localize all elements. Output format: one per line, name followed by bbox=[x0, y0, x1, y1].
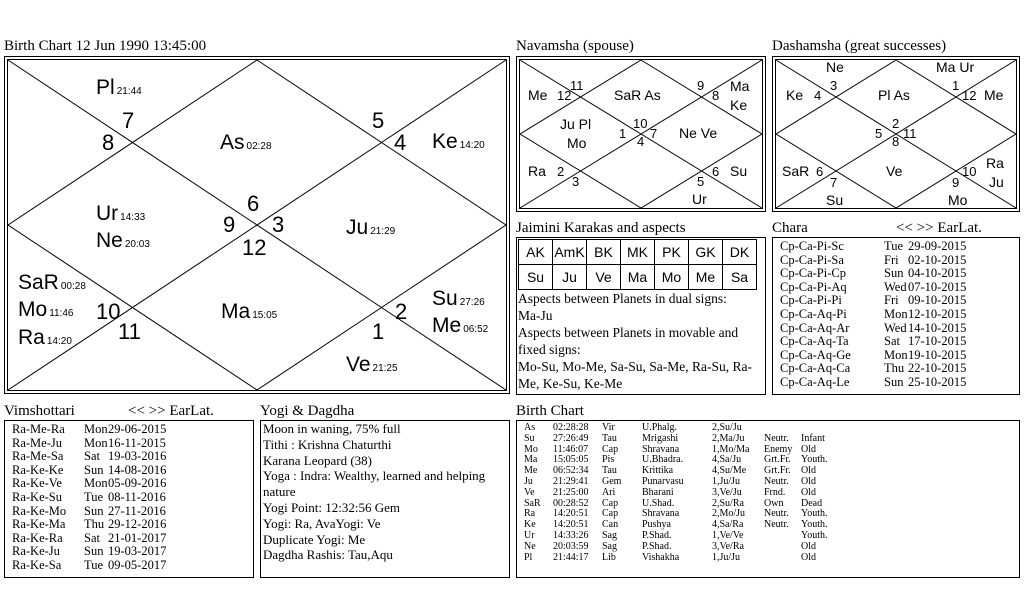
table-cell-sign: Cap bbox=[602, 497, 619, 509]
table-cell-state: Old bbox=[801, 551, 816, 563]
table-row bbox=[524, 531, 1016, 542]
table-cell-p: Ra bbox=[524, 508, 536, 520]
table-cell-state: Old bbox=[801, 465, 816, 477]
table-cell-p: Me bbox=[524, 465, 538, 477]
svg-text:Ke14:20: Ke 14:20 bbox=[432, 130, 485, 153]
yogi-point: Yogi Point: 12:32:56 Gem bbox=[263, 499, 401, 515]
table-cell-rel: Own bbox=[764, 497, 784, 509]
table-cell-pada: 4,Sa/Ju bbox=[712, 454, 742, 466]
list-item-p: Ra-Ke-Ma bbox=[12, 517, 66, 532]
dash-planets-bottom: Ve bbox=[886, 163, 903, 179]
nav-cell-bottom-num: 4 bbox=[637, 134, 645, 149]
nav-cell-right-num: 7 bbox=[650, 126, 658, 141]
dash-cell-top-right-num: 1 bbox=[952, 78, 960, 93]
list-item-date: 19-10-2015 bbox=[908, 347, 967, 362]
nav-cell-left-upper-num: 12 bbox=[557, 88, 572, 103]
table-cell-deg: 02:28:28 bbox=[553, 422, 589, 433]
dash-cell-right-lower-num: 10 bbox=[962, 164, 977, 179]
list-item-p: Cp-Ca-Pi-Sc bbox=[780, 239, 844, 253]
list-item-p: Ra-Ke-Mo bbox=[12, 503, 67, 518]
planet-ur: Ur bbox=[96, 202, 119, 225]
list-item-date: 02-10-2015 bbox=[908, 252, 967, 267]
dual-aspects-label: Aspects between Planets in dual signs: bbox=[518, 291, 727, 306]
table-cell-nak: P.Shad. bbox=[642, 540, 672, 552]
yoga: Yoga : Indra: Wealthy, learned and helping nature bbox=[263, 468, 486, 500]
movable-aspects-label: Aspects between Planets in movable and fixed signs: bbox=[518, 325, 739, 357]
dash-planets-top-right: Ma Ur bbox=[936, 59, 975, 75]
table-cell-pada: 2,Su/Ju bbox=[712, 422, 742, 433]
svg-text:Ma15:05: Ma 15:05 bbox=[221, 300, 278, 323]
table-cell-p: Mo bbox=[524, 443, 538, 455]
table-cell-deg: 00:28:52 bbox=[553, 497, 589, 509]
planet-ju: Ju bbox=[346, 216, 369, 239]
list-item-p: Cp-Ca-Aq-Ca bbox=[780, 361, 851, 376]
list-item-day: Tue bbox=[884, 239, 903, 253]
chara-nav-links[interactable]: << >> EarLat. bbox=[896, 220, 982, 236]
table-cell-state: Old bbox=[801, 443, 816, 455]
navamsha-chart bbox=[516, 56, 766, 212]
table-cell-pada: 2,Ma/Ju bbox=[712, 432, 745, 444]
birth-chart-title: Birth Chart 12 Jun 1990 13:45:00 bbox=[4, 38, 207, 54]
table-cell-rel: Enemy bbox=[764, 443, 793, 455]
karaka-pk: PK bbox=[655, 240, 689, 265]
table-cell-p: Ma bbox=[524, 454, 538, 466]
table-cell-pada: 3,Ve/Ra bbox=[712, 540, 744, 552]
list-item-date: 21-01-2017 bbox=[108, 530, 167, 545]
list-item-date: 14-08-2016 bbox=[108, 462, 167, 477]
nav-cell-top-right-num: 9 bbox=[697, 78, 705, 93]
table-cell-sign: Sag bbox=[602, 530, 617, 541]
svg-text:Su27:26: Su 27:26 bbox=[432, 287, 485, 310]
cell-bottom-right-num: 1 bbox=[372, 319, 385, 344]
nav-cell-bottom-right-num: 5 bbox=[697, 174, 705, 189]
planet-pl: Pl bbox=[96, 76, 115, 99]
table-cell-p: As bbox=[524, 422, 536, 433]
dash-planets-right-lower-1: Ra bbox=[986, 155, 1004, 171]
cell-bottom-num: 12 bbox=[242, 235, 267, 260]
nav-planets-top: SaR As bbox=[614, 87, 661, 103]
list-item-day: Mon bbox=[884, 307, 908, 321]
list-item-day: Sun bbox=[884, 375, 904, 389]
table-cell-state: Youth. bbox=[801, 519, 828, 531]
nav-planets-right-upper: Ke bbox=[730, 97, 748, 113]
table-cell-sign: Sag bbox=[602, 540, 617, 552]
movable-aspects-value: Mo-Su, Mo-Me, Sa-Su, Sa-Me, Ra-Su, Ra-Me, Ke-Su, Ke-Me bbox=[518, 359, 752, 391]
nav-cell-left-num: 1 bbox=[619, 126, 627, 141]
table-cell-sign: Gem bbox=[602, 476, 622, 487]
list-item-date: 04-10-2015 bbox=[908, 266, 967, 281]
karaka-mk: MK bbox=[621, 240, 655, 265]
list-item-day: Mon bbox=[84, 435, 108, 450]
table-cell-nak: U.Phalg. bbox=[642, 422, 677, 433]
list-item-date: 19-03-2016 bbox=[108, 449, 167, 464]
karaka-planet: Ma bbox=[621, 265, 655, 290]
list-item-day: Wed bbox=[884, 320, 907, 335]
cell-right-upper-num: 4 bbox=[394, 130, 407, 155]
list-item-p: Cp-Ca-Aq-Ta bbox=[780, 334, 849, 349]
table-cell-sign: Can bbox=[602, 519, 619, 531]
table-cell-deg: 06:52:34 bbox=[553, 465, 589, 477]
list-item-day: Fri bbox=[884, 293, 899, 308]
table-cell-p: Ur bbox=[524, 530, 535, 541]
dash-planets-top: Pl As bbox=[878, 87, 910, 103]
table-cell-state: Youth. bbox=[801, 530, 828, 541]
list-item-p: Cp-Ca-Aq-Pi bbox=[780, 307, 847, 321]
svg-text:SaR00:28: SaR 00:28 bbox=[18, 271, 86, 294]
svg-text:Pl21:44: Pl 21:44 bbox=[96, 76, 142, 99]
list-item-p: Ra-Ke-Ke bbox=[12, 462, 64, 477]
karaka-planet: Ju bbox=[553, 265, 587, 290]
karaka-dk: DK bbox=[723, 240, 757, 265]
list-item-day: Thu bbox=[84, 517, 105, 532]
karaka-planet: Su bbox=[519, 265, 553, 290]
cell-top-num: 6 bbox=[247, 191, 260, 216]
list-item-date: 29-12-2016 bbox=[108, 517, 167, 532]
table-cell-pada: 1,Ju/Ju bbox=[712, 551, 741, 563]
karaka-amk: AmK bbox=[553, 240, 587, 265]
list-item-date: 29-09-2015 bbox=[908, 239, 967, 253]
list-item-date: 29-06-2015 bbox=[108, 422, 167, 436]
nav-planets-top-right: Ma bbox=[730, 78, 750, 94]
cell-left-upper-num: 8 bbox=[102, 130, 115, 155]
table-cell-deg: 21:29:41 bbox=[553, 476, 589, 487]
table-cell-sign: Vir bbox=[602, 422, 615, 433]
list-item-date: 07-10-2015 bbox=[908, 279, 967, 294]
planet-ma: Ma bbox=[221, 300, 251, 323]
table-cell-nak: P.Shad. bbox=[642, 530, 672, 541]
list-item-p: Cp-Ca-Aq-Ge bbox=[780, 347, 851, 362]
cell-left-lower-num: 10 bbox=[96, 299, 121, 324]
list-item-date: 16-11-2015 bbox=[108, 435, 166, 450]
svg-text:As02:28: As 02:28 bbox=[220, 131, 272, 154]
list-item-p: Ra-Ke-Ve bbox=[12, 476, 62, 491]
karaka-planet: Ve bbox=[587, 265, 621, 290]
list-item-p: Ra-Ke-Ju bbox=[12, 544, 60, 559]
jaimini-title: Jaimini Karakas and aspects bbox=[516, 220, 686, 236]
table-cell-pada: 3,Ve/Ju bbox=[712, 486, 742, 498]
table-cell-rel: Neutr. bbox=[764, 519, 789, 531]
list-item-date: 14-10-2015 bbox=[908, 320, 967, 335]
planet-mo: Mo bbox=[18, 298, 48, 321]
table-cell-rel: Grt.Fr. bbox=[764, 465, 791, 477]
list-item-day: Sat bbox=[84, 530, 100, 545]
nav-planets-left-1: Ju Pl bbox=[560, 116, 592, 132]
table-cell-sign: Cap bbox=[602, 443, 619, 455]
table-cell-sign: Pis bbox=[602, 454, 615, 466]
list-item-p: Ra-Ke-Sa bbox=[12, 558, 62, 572]
list-item-day: Wed bbox=[884, 279, 907, 294]
nav-cell-top-left-num: 11 bbox=[570, 78, 584, 93]
karaka-planet: Me bbox=[689, 265, 723, 290]
list-item-p: Cp-Ca-Pi-Cp bbox=[780, 266, 846, 281]
list-item-date: 08-11-2016 bbox=[108, 490, 166, 504]
dash-planets-left-upper: Ke bbox=[786, 87, 804, 103]
table-cell-pada: 1,Mo/Ma bbox=[712, 443, 750, 455]
list-item-day: Sun bbox=[84, 544, 104, 559]
planet-ne: Ne bbox=[96, 229, 123, 252]
table-cell-state: Old bbox=[801, 486, 816, 498]
list-item-day: Fri bbox=[884, 252, 899, 267]
table-cell-state: Infant bbox=[801, 432, 825, 444]
dash-cell-left-upper-num: 4 bbox=[814, 88, 822, 103]
table-cell-deg: 20:03:59 bbox=[553, 540, 589, 552]
dash-cell-left-lower-num: 6 bbox=[816, 164, 824, 179]
table-cell-deg: 14:20:51 bbox=[553, 508, 589, 520]
list-item-date: 12-10-2015 bbox=[908, 307, 967, 321]
planet-ke: Ke bbox=[432, 130, 458, 153]
planet-as: As bbox=[220, 131, 245, 154]
nav-planets-left-2: Mo bbox=[567, 135, 587, 151]
table-cell-state: Youth. bbox=[801, 508, 828, 520]
table-row bbox=[524, 542, 1016, 553]
table-row bbox=[524, 553, 1016, 564]
list-item-p: Ra-Ke-Su bbox=[12, 490, 62, 504]
dash-planets-bottom-right: Mo bbox=[948, 192, 968, 208]
table-cell-rel: Neutr. bbox=[764, 508, 789, 520]
duplicate-yogi: Duplicate Yogi: Me bbox=[263, 531, 366, 547]
svg-text:Ju21:29: Ju 21:29 bbox=[346, 216, 396, 239]
dash-planets-bottom-left: Su bbox=[826, 192, 844, 208]
dash-cell-bottom-num: 8 bbox=[892, 134, 900, 149]
table-cell-nak: U.Shad. bbox=[642, 497, 675, 509]
birth-table-title: Birth Chart bbox=[516, 403, 584, 419]
cell-bottom-left-num: 11 bbox=[118, 319, 141, 344]
dual-aspects-value: Ma-Ju bbox=[518, 308, 553, 323]
list-item-p: Ra-Ke-Ra bbox=[12, 530, 63, 545]
list-item-day: Sat bbox=[884, 334, 900, 349]
list-item-p: Ra-Me-Ra bbox=[12, 422, 65, 436]
tithi: Tithi : Krishna Chaturthi bbox=[263, 436, 392, 452]
list-item-date: 25-10-2015 bbox=[908, 375, 967, 389]
table-cell-nak: U.Bhadra. bbox=[642, 454, 684, 466]
table-cell-nak: Mrigashi bbox=[642, 432, 679, 444]
table-row bbox=[524, 520, 1016, 531]
svg-text:Ur14:33: Ur 14:33 bbox=[96, 202, 146, 225]
planet-me: Me bbox=[432, 314, 462, 337]
table-cell-sign: Tau bbox=[602, 465, 617, 477]
dash-planets-right-lower-2: Ju bbox=[989, 174, 1004, 190]
table-cell-deg: 15:05:05 bbox=[553, 454, 589, 466]
table-cell-deg: 14:33:26 bbox=[553, 530, 589, 541]
list-item-p: Ra-Me-Ju bbox=[12, 435, 62, 450]
table-cell-state: Youth. bbox=[801, 454, 828, 466]
cell-top-right-num: 5 bbox=[372, 108, 385, 133]
nav-cell-left-lower-num: 2 bbox=[557, 164, 565, 179]
list-item-p: Cp-Ca-Pi-Aq bbox=[780, 279, 847, 294]
vimshottari-title: Vimshottari bbox=[4, 403, 75, 419]
list-item-p: Cp-Ca-Pi-Sa bbox=[780, 252, 844, 267]
planet-ve: Ve bbox=[346, 353, 371, 376]
table-cell-p: Ke bbox=[524, 519, 536, 531]
table-cell-p: Pl bbox=[524, 551, 533, 563]
list-item-p: Cp-Ca-Aq-Le bbox=[780, 375, 850, 389]
karaka-gk: GK bbox=[689, 240, 723, 265]
dash-cell-bottom-right-num: 9 bbox=[952, 175, 960, 190]
table-cell-sign: Tau bbox=[602, 432, 617, 444]
nav-cell-right-upper-num: 8 bbox=[712, 88, 720, 103]
navamsha-title: Navamsha (spouse) bbox=[516, 38, 634, 54]
list-item-day: Sun bbox=[884, 266, 904, 281]
list-item-day: Mon bbox=[84, 422, 108, 436]
table-cell-rel: Grt.Fr. bbox=[764, 454, 791, 466]
svg-text:Mo11:46: Mo 11:46 bbox=[18, 298, 74, 321]
karaka-planet: Mo bbox=[655, 265, 689, 290]
dash-planets-left-lower: SaR bbox=[782, 163, 810, 179]
planet-ra: Ra bbox=[18, 326, 45, 349]
karaka-bk: BK bbox=[587, 240, 621, 265]
table-cell-nak: Pushya bbox=[642, 519, 671, 531]
table-cell-rel: Neutr. bbox=[764, 432, 789, 444]
list-item-p: Cp-Ca-Aq-Ar bbox=[780, 320, 850, 335]
list-item-p: Cp-Ca-Pi-Pi bbox=[780, 293, 842, 308]
list-item-day: Sat bbox=[84, 449, 100, 464]
table-cell-sign: Lib bbox=[602, 551, 616, 563]
dash-cell-right-upper-num: 12 bbox=[962, 88, 977, 103]
table-cell-deg: 27:26:49 bbox=[553, 432, 589, 444]
table-cell-deg: 21:25:00 bbox=[553, 486, 589, 498]
svg-text:Ne20:03: Ne 20:03 bbox=[96, 229, 150, 252]
dashamsha-title: Dashamsha (great successes) bbox=[772, 38, 947, 54]
nav-cell-right-lower-num: 6 bbox=[712, 164, 720, 179]
list-item-date: 19-03-2017 bbox=[108, 544, 167, 559]
table-cell-state: Dead bbox=[801, 497, 823, 509]
table-cell-p: Ne bbox=[524, 540, 536, 552]
svg-text:Ve21:25: Ve 21:25 bbox=[346, 353, 398, 376]
list-item-date: 22-10-2015 bbox=[908, 361, 967, 376]
list-item-day: Mon bbox=[84, 476, 108, 491]
vimshottari-nav-links[interactable]: << >> EarLat. bbox=[128, 403, 214, 419]
table-cell-nak: Vishakha bbox=[642, 551, 680, 563]
yogi-planets: Yogi: Ra, AvaYogi: Ve bbox=[263, 515, 381, 531]
table-cell-nak: Shravana bbox=[642, 443, 680, 455]
table-cell-state: Old bbox=[801, 476, 816, 487]
list-item-day: Mon bbox=[884, 347, 908, 362]
list-item-p: Ra-Me-Sa bbox=[12, 449, 64, 464]
table-cell-deg: 21:44:17 bbox=[553, 551, 589, 563]
list-item-day: Tue bbox=[84, 490, 103, 504]
birth-table bbox=[524, 423, 1016, 575]
table-cell-rel: Frnd. bbox=[764, 486, 786, 498]
dash-planets-right-upper: Me bbox=[984, 87, 1004, 103]
table-cell-sign: Cap bbox=[602, 508, 619, 520]
table-cell-p: Ju bbox=[524, 476, 533, 487]
nav-planets-left-upper: Me bbox=[528, 87, 548, 103]
list-item-day: Sun bbox=[84, 503, 104, 518]
table-cell-p: SaR bbox=[524, 497, 541, 509]
chara-list bbox=[780, 240, 1016, 392]
nav-planets-left-lower: Ra bbox=[528, 163, 546, 179]
table-cell-p: Ve bbox=[524, 486, 535, 498]
table-cell-p: Su bbox=[524, 432, 535, 444]
list-item-date: 27-11-2016 bbox=[108, 503, 166, 518]
table-cell-pada: 4,Su/Me bbox=[712, 465, 747, 477]
table-cell-state: Old bbox=[801, 540, 816, 552]
list-item-day: Sun bbox=[84, 462, 104, 477]
vimshottari-list bbox=[12, 423, 250, 575]
dagdha-rashis: Dagdha Rashis: Tau,Aqu bbox=[263, 547, 393, 563]
yogi-title: Yogi & Dagdha bbox=[260, 403, 355, 419]
yogi-text bbox=[263, 421, 507, 563]
planet-su: Su bbox=[432, 287, 458, 310]
table-cell-pada: 2,Su/Ra bbox=[712, 497, 744, 509]
dash-cell-top-num: 2 bbox=[892, 116, 900, 131]
list-item-date: 05-09-2016 bbox=[108, 476, 167, 491]
cell-right-num: 3 bbox=[272, 212, 285, 237]
cell-top-left-num: 7 bbox=[122, 108, 135, 133]
list-item-day: Tue bbox=[84, 558, 103, 572]
cell-right-lower-num: 2 bbox=[395, 299, 408, 324]
chara-title: Chara bbox=[772, 220, 808, 236]
table-cell-pada: 2,Mo/Ju bbox=[712, 508, 746, 520]
table-cell-pada: 1,Ve/Ve bbox=[712, 530, 744, 541]
table-cell-nak: Shravana bbox=[642, 508, 680, 520]
list-item-date: 17-10-2015 bbox=[908, 334, 967, 349]
table-cell-nak: Punarvasu bbox=[642, 476, 684, 487]
dash-cell-left-num: 5 bbox=[875, 126, 883, 141]
dash-cell-top-left-num: 3 bbox=[830, 78, 838, 93]
planet-sar: SaR bbox=[18, 271, 59, 294]
nav-planets-right: Ne Ve bbox=[679, 125, 718, 141]
table-cell-pada: 1,Ju/Ju bbox=[712, 476, 741, 487]
table-cell-rel: Neutr. bbox=[764, 476, 789, 487]
table-cell-deg: 11:46:07 bbox=[553, 443, 589, 455]
moon-phase: Moon in waning, 75% full bbox=[263, 421, 401, 436]
nav-planets-bottom-right: Ur bbox=[692, 191, 707, 207]
dashamsha-chart bbox=[772, 56, 1020, 212]
list-item-date: 09-05-2017 bbox=[108, 558, 167, 572]
aspects-text bbox=[518, 290, 764, 392]
karaka-table bbox=[518, 239, 757, 290]
table-cell-deg: 14:20:51 bbox=[553, 519, 589, 531]
table-cell-nak: Krittika bbox=[642, 465, 674, 477]
table-cell-nak: Bharani bbox=[642, 486, 674, 498]
cell-left-num: 9 bbox=[223, 212, 236, 237]
karaka-planet: Sa bbox=[723, 265, 757, 290]
list-item-day: Thu bbox=[884, 361, 905, 376]
nav-cell-bottom-left-num: 3 bbox=[572, 174, 580, 189]
dash-cell-right-num: 11 bbox=[903, 126, 917, 141]
table-cell-pada: 4,Sa/Ra bbox=[712, 519, 744, 531]
karana: Karana Leopard (38) bbox=[263, 452, 372, 468]
nav-cell-top-num: 10 bbox=[633, 116, 648, 131]
table-cell-sign: Ari bbox=[602, 486, 616, 498]
nav-planets-right-lower: Su bbox=[730, 163, 748, 179]
dash-planets-top-left: Ne bbox=[826, 59, 844, 75]
karaka-ak: AK bbox=[519, 240, 553, 265]
dash-cell-bottom-left-num: 7 bbox=[830, 175, 838, 190]
birth-chart bbox=[4, 56, 510, 394]
list-item-date: 09-10-2015 bbox=[908, 293, 967, 308]
svg-text:Ra14:20: Ra 14:20 bbox=[18, 326, 72, 349]
svg-text:Me06:52: Me 06:52 bbox=[432, 314, 489, 337]
